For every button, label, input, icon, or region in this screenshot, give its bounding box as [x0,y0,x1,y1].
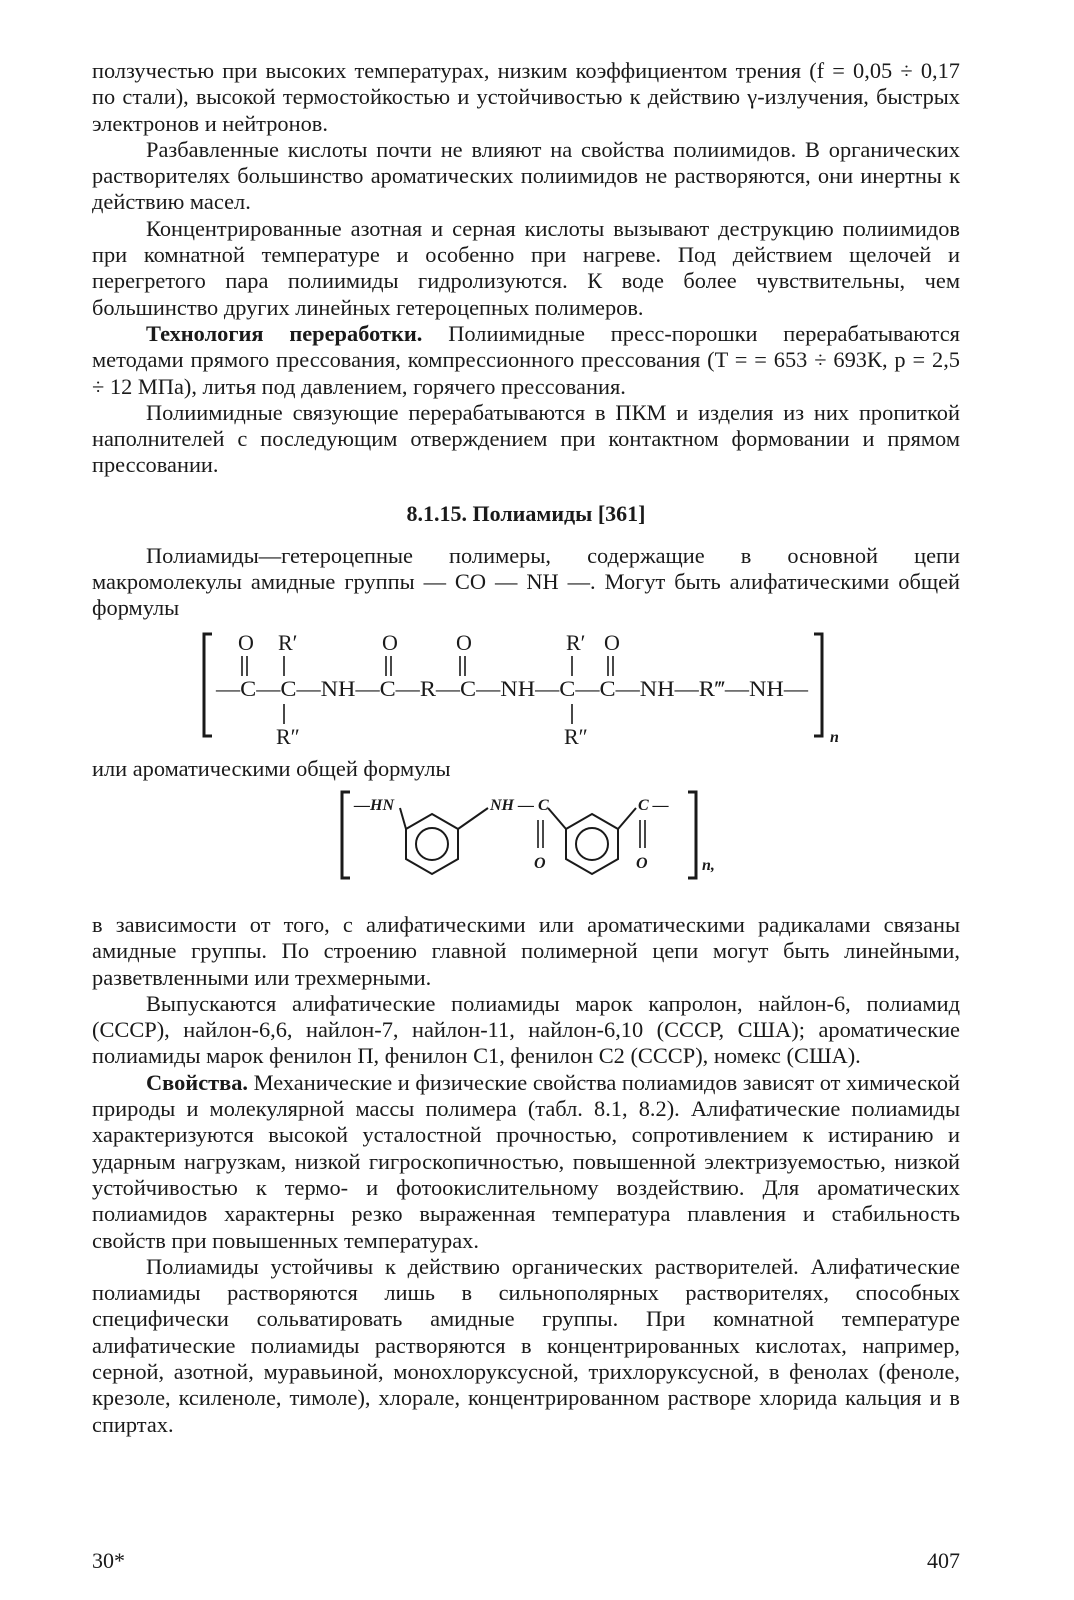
paragraph-acids: Разбавленные кислоты почти не влияют на свойства полиимидов. В органических растворителях большинство ароматических полиимидов не растворяются, они инертны к действию масел. [92,136,960,215]
f1-top-r2: R′ [566,629,586,655]
section-title: 8.1.15. Полиамиды [361] [406,500,646,526]
f1-bottom-bonds [284,704,572,724]
paragraph-radicals: в зависимости от того, с алифатическими или ароматическими радикалами связаны амидные группы. По строению главной полимерной цепи могут быть линейными, разветвленными или трехмерными. [92,911,960,990]
f2-subscript-n: n, [702,856,715,874]
f1-top-o2: O [382,629,398,655]
f1-subscript-n: n [830,728,839,746]
f2-left-group: —HN [354,796,394,814]
page-footer [92,1548,960,1574]
f1-top-o1: O [238,629,254,655]
paragraph-properties [92,1070,960,1254]
f2-left-bracket [342,792,350,878]
f2-carbonyl-bonds [538,820,645,848]
paragraph-binders: Полиимидные связующие перерабатываются в ПКМ и изделия из них пропиткой наполнителей с последующим отверждением при контактном формовании и прямом прессовании. [92,399,960,478]
properties-text: Механические и физические свойства полиамидов зависят от химической природы и молекулярной массы полимера (табл. 8.1, 8.2). Алифатические полиамиды характеризуются высокой усталостной прочностью, сопротивлением к истиранию и ударным нагрузкам, низкой гигроскопичностью, повышенной электризуемостью, низкой устойчивостью к термо- и фотоокислительному воздействию. Для ароматических полиамидов характерны резко выраженная температура плавления и стабильность свойств при повышенных температурах. [92,1069,960,1253]
f2-mid-group: NH — C [490,796,549,814]
aromatic-formula [92,782,960,902]
paragraph-solvents: Полиамиды устойчивы к действию органических растворителей. Алифатические полиамиды растворяются лишь в сильнополярных растворителях, способных специфически сольватировать амидные группы. При комнатной температуре алифатические полиамиды растворяются в концентрированных кислотах, например, серной, азотной, муравьиной, монохлоруксусной, трихлоруксусной, в фенолах (феноле, крезоле, ксиленоле, тимоле), хлорале, концентрированном растворе хлорида кальция и в спиртах. [92,1253,960,1437]
processing-text: Полиимидные пресс-порошки перерабатываются методами прямого прессования, компрессионного прессования (T = = 653 ÷ 693К, p = 2,5 ÷ 12 МПа), литья под давлением, горячего прессования. [92,320,960,399]
properties-lead: Свойства. [146,1069,249,1095]
f1-top-o4: O [604,629,620,655]
aliphatic-formula-svg [92,626,960,752]
left-bracket [204,634,212,736]
benzene-ring-2 [548,808,636,874]
paragraph-concentrated-acids: Концентрированные азотная и серная кислоты вызывают деструкцию полиимидов при комнатной температуре и особенно при нагреве. Под действием щелочей и перегретого пара полиимиды гидролизуются. К воде более чувствительны, чем большинство других линейных гетероцепных полимеров. [92,215,960,320]
benzene-ring-1 [400,808,488,874]
processing-lead: Технология переработки. [146,320,423,346]
page-number: 407 [927,1548,960,1573]
signature-mark: 30* [92,1548,125,1573]
aliphatic-formula [92,626,960,752]
f2-oxygen-1: O [534,854,546,872]
f1-main-chain: —C—C—NH—C—R—C—NH—C—C—NH—R‴—NH— [214,675,810,701]
f1-top-r1: R′ [278,629,298,655]
f1-bottom-r1: R″ [276,723,300,749]
f2-right-bracket [688,792,696,878]
f1-top-bonds [242,656,613,676]
right-bracket [814,634,822,736]
f1-bottom-r2: R″ [564,723,588,749]
f2-right-group: C — [638,796,669,814]
text-between-formulas: или ароматическими общей формулы [92,755,451,781]
paragraph-definition: Полиамиды—гетероцепные полимеры, содержащие в основной цепи макромолекулы амидные группы — CO — NH —. Могут быть алифатическими общей формулы [92,542,960,621]
f2-oxygen-2: O [636,854,648,872]
aromatic-formula-svg [92,782,960,902]
paragraph-grades: Выпускаются алифатические полиамиды марок капролон, найлон-6, полиамид (СССР), найлон-6,6, найлон-7, найлон-11, найлон-6,10 (СССР, США); ароматические полиамиды марок фенилон П, фенилон С1, фенилон С2 (СССР), номекс (США). [92,990,960,1069]
paragraph-intro: ползучестью при высоких температурах, низким коэффициентом трения (f = 0,05 ÷ 0,17 по стали), высокой термостойкостью и устойчивостью к действию γ-излучения, быстрых электронов и нейтронов. [92,58,960,136]
page-body [92,58,960,1438]
paragraph-processing [92,321,960,400]
f1-top-o3: O [456,629,472,655]
